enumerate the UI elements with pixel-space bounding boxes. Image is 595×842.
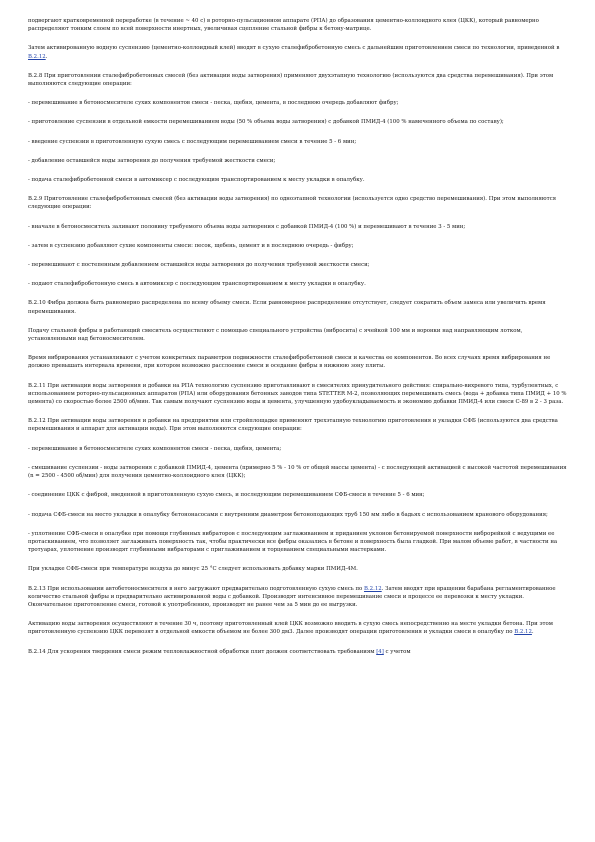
paragraph [28, 327, 567, 343]
paragraph [28, 530, 567, 555]
paragraph-text: Затем активированную водную суспензию (цементно-коллоидный клей) вводят в сухую сталефибробетонную смесь с дальнейшим приготовлением смеси по технологии, приведенной в [28, 45, 560, 52]
paragraph-text: При укладке СФБ-смеси при температуре воздуха до минус 25 °С следует использовать добавку марки ПМИД-4М. [28, 566, 358, 573]
paragraph [28, 511, 567, 519]
paragraph-text: В.2.13 При использовании автобетоносмесителя в него загружают предварительно подготовленную сухую смесь по [28, 585, 364, 592]
paragraph [28, 299, 567, 315]
cross-reference-link[interactable]: В.2.12 [28, 53, 46, 60]
paragraph [28, 261, 567, 269]
paragraph-text: - затем в суспензию добавляют сухие компоненты смеси: песок, щебень, цемент и в последнюю очередь - фибру; [28, 242, 354, 249]
paragraph [28, 99, 567, 107]
paragraph-text: - подают сталефибробетонную смесь в автомиксер с последующим транспортированием к месту укладки в опалубку. [28, 281, 366, 288]
paragraph-text: В.2.8 При приготовлении сталефибробетонных смесей (без активации воды затворения) применяют двухэтапную технологию (используются два средства перемешивания). При этом выполняются следующие операции: [28, 72, 554, 88]
paragraph-text: - добавление оставшейся воды затворения до получения требуемой жесткости смеси; [28, 157, 276, 164]
paragraph [28, 138, 567, 146]
paragraph-text: - перемешивают с постепенным добавлением оставшейся воды затворения до получения требуемой жесткости смеси; [28, 262, 370, 269]
paragraph-text: - подача сталефибробетонной смеси в автомиксер с последующим транспортированием к месту укладки в опалубку. [28, 177, 365, 184]
paragraph-text: подвергают кратковременной переработке (в течение ~ 40 с) в роторно-пульсационном аппарате (РПА) до образования цементно-коллоидного клея (ЦКК), который равномерно распределяют тонким слоем по всей поверхности инертных, увеличивая сцепление стальной фибры к бетону-матрице. [28, 18, 539, 33]
paragraph-text: - перемешивание в бетоносмесителе сухих компонентов смеси - песка, щебня, цемента; [28, 445, 282, 452]
paragraph [28, 585, 567, 610]
paragraph [28, 648, 567, 656]
paragraph-text-tail: . [45, 53, 48, 60]
paragraph [28, 242, 567, 250]
paragraph-text-tail: . [531, 629, 534, 636]
paragraph [28, 223, 567, 231]
paragraph-text-tail: . Затем вводят при вращении барабана регламентированное количество стальной фибры и предварительно активированной воды с добавкой. Производят интенсивное перемешивание смеси и процессе ее перевозки к месту укладки. Окончательное приготовление смеси, готовой к употреблению, производят не ранее чем за 5 мин до ее выгрузки. [28, 585, 556, 608]
paragraph-text-tail: с учетом [383, 648, 411, 655]
paragraph-text: В.2.12 При активации воды затворения и добавки на предприятии или стройплощадке применяют трехэтапную технологию приготовления и укладки СФБ (используются два средства перемешивания и аппарат для активации воды). При этом выполняются следующие операции: [28, 418, 558, 433]
paragraph-text: В.2.9 Приготовление сталефибробетонных смесей (без активации воды затворения) по одноэтапной технологии (используется одно средство перемешивания). При этом выполняются следующие операции: [28, 196, 557, 211]
paragraph-text: - соединение ЦКК с фиброй, введенной в приготовленную сухую смесь, и последующим перемешиванием СФБ-смеси в течение 5 - 6 мин; [28, 492, 425, 499]
paragraph-text: В.2.10 Фибра должна быть равномерно распределена по всему объему смеси. Если равномерное распределение отсутствует, следует сократить объем замеса или увеличить время перемешивания. [28, 300, 546, 315]
paragraph-text: Время вибрирования устанавливают с учетом конкретных параметров подвижности сталефибробетонной смеси и качества ее компонентов. Во всех случаях время вибрирования не должно превышать интервала времени, при котором возможно расслоение смеси и оседание фибры в нижнюю зону плиты. [28, 355, 551, 370]
paragraph [28, 620, 567, 636]
cross-reference-link[interactable]: [4] [376, 648, 384, 655]
paragraph [28, 354, 567, 370]
paragraph [28, 195, 567, 211]
paragraph [28, 382, 567, 407]
paragraph-text: - введение суспензии в приготовленную сухую смесь с последующим перемешиванием смеси в течение 5 - 6 мин; [28, 138, 357, 145]
paragraph-text: - смешивание суспензии - воды затворения с добавкой ПМИД-4, цемента (примерно 5 % - 10 % от общей массы цемента) - с последующей активацией с высокой частотой перемешивания (n = 2500 - 4500 об/мин) для получения цементно-коллоидного клея (ЦКК); [28, 464, 567, 480]
paragraph-text: - уплотнение СФБ-смеси в опалубке при помощи глубинных вибраторов с последующим заглаживанием и приданием уклонов бетонируемой поверхности виброрейкой с ведущими ее протаскиванием, что позволяет заглаживать поверхность так, чтобы практически все фибры оказались в бетоне и поверхность была гладкой. При малом объеме работ, в частности на тротуарах, уплотнение производят глубинными вибраторами с приглаживанием и торцеванием специальными мастерками. [28, 530, 558, 554]
paragraph [28, 157, 567, 165]
paragraph [28, 417, 567, 433]
paragraph-text: - вначале в бетоносмеситель заливают половину требуемого объема воды затворения с добавкой ПМИД-4 (100 %) и перемешивают в течение 3 - 5 мин; [28, 223, 466, 230]
paragraph-text: Подачу стальной фибры в работающий смеситель осуществляют с помощью специального устройства (вибросита) с ячейкой 100 мм и воронки над направляющим лотком, установленными над бетоносмесителем. [28, 327, 523, 343]
paragraph-text: В.2.11 При активации воды затворения и добавки на РПА технологию суспензию приготавливают в смесителях принудительного действия: спирально-вихревого типа, турбулентных, с использованием роторно-пульсационных аппаратов (РПА) или оборудования бетонных заводов типа STETTER M-2, позволяющих перемешивать смесь (вода + добавка типа ПМИД + 10 % цемента) со скоростью более 2500 об/мин. Так самым получают суспензию воды и цемента, улучшенную удобоукладываемость и экономию добавки ПМИД-4 или смеси С-89 в 2 - 3 раза. [28, 382, 567, 406]
paragraph [28, 464, 567, 480]
paragraph [28, 17, 567, 33]
paragraph [28, 176, 567, 184]
paragraph-text: - перемешивание в бетоносмесителе сухих компонентов смеси - песка, щебня, цемента, в последнюю очередь добавляют фибру; [28, 100, 399, 107]
paragraph [28, 72, 567, 88]
paragraph [28, 445, 567, 453]
paragraph [28, 44, 567, 60]
paragraph [28, 491, 567, 499]
cross-reference-link[interactable]: В.2.12 [514, 629, 532, 636]
paragraph [28, 280, 567, 288]
paragraph-text: Активацию воды затворения осуществляют в течение 30 ч, поэтому приготовленный клей ЦКК возможно вводить в сухую смесь непосредственно на месте укладки бетона. При этом приготовленную суспензию ЦКК перевозят в отдельной емкости объемом не более 300 дм3. Далее производят операции приготовления и укладки смеси в опалубку по [28, 621, 553, 636]
paragraph-text: - приготовление суспензии в отдельной емкости перемешиванием воды (50 % объема воды затворения) с добавкой ПМИД-4 (100 % намеченного объема по составу); [28, 119, 504, 126]
paragraph [28, 565, 567, 573]
paragraph-text: В.2.14 Для ускорения твердения смеси режим тепловлажностной обработки плит должен соответствовать требованиям [28, 648, 377, 655]
paragraph-text: - подача СФБ-смеси на место укладки в опалубку бетононасосами с внутренним диаметром бетоноподающих труб 150 мм либо в бадьях с использованием кранового оборудования; [28, 511, 548, 518]
paragraph [28, 118, 567, 126]
cross-reference-link[interactable]: В.2.12 [364, 585, 382, 592]
